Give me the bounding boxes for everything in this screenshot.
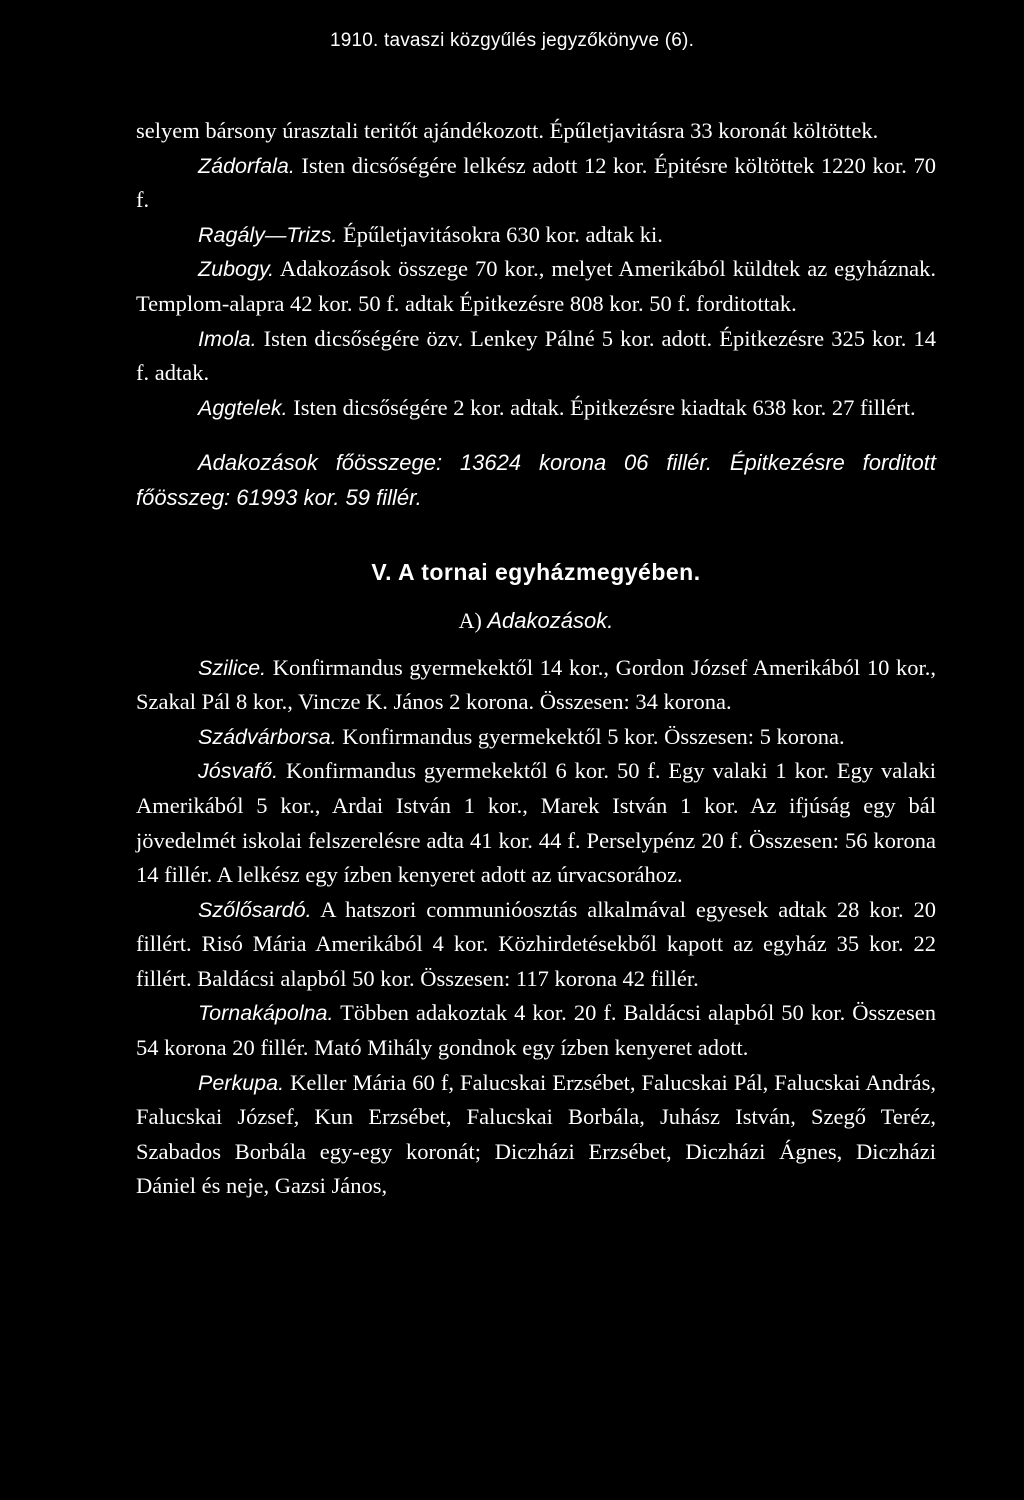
paragraph-zubogy (136, 252, 936, 321)
place-name: Tornakápolna. (198, 1001, 334, 1026)
place-name: Szőlősardó. (198, 897, 312, 922)
entry-text: A hatszori communióosztás alkalmával egyesek adtak 28 kor. 20 fillért. Risó Mária Amerikából 4 kor. Közhirdetésekből kapott az egyház 35 kor. 22 fillért. Baldácsi alapból 50 kor. Összesen: 117 korona 42 fillér. (136, 896, 936, 991)
entry-josvafo (136, 754, 936, 892)
entry-tornakapolna (136, 996, 936, 1065)
entry-perkupa (136, 1066, 936, 1204)
place-name: Aggtelek. (198, 395, 288, 420)
place-name: Imola. (198, 326, 257, 351)
document-body (136, 114, 936, 1204)
page-header: 1910. tavaszi közgyűlés jegyzőkönyve (6). (329, 30, 695, 51)
place-name: Ragály—Trizs. (198, 222, 338, 247)
subsection-heading (136, 604, 936, 639)
entry-text: Konfirmandus gyermekektől 14 kor., Gordon József Amerikából 10 kor., Szakal Pál 8 kor., Vincze K. János 2 korona. Összesen: 34 korona. (136, 654, 936, 715)
paragraph-text: Isten dicsőségére 2 kor. adtak. Épitkezésre kiadtak 638 kor. 27 fillért. (287, 394, 916, 420)
paragraph-text: Isten dicsőségére özv. Lenkey Pálné 5 kor. adott. Épitkezésre 325 kor. 14 f. adtak. (136, 325, 936, 386)
place-name: Zubogy. (198, 257, 275, 282)
donation-summary: Adakozások főösszege: 13624 korona 06 fillér. Épitkezésre forditott főösszeg: 61993 kor. 59 fillér. (136, 450, 936, 511)
place-name: Szilice. (198, 655, 267, 680)
place-name: Szádvárborsa. (198, 724, 337, 749)
place-name: Jósvafő. (198, 759, 279, 784)
subsection-prefix: A) (458, 607, 482, 633)
paragraph-text: Adakozások összege 70 kor., melyet Amerikából küldtek az egyháznak. Templom-alapra 42 kor. 50 f. adtak Épitkezésre 808 kor. 50 f. forditottak. (136, 256, 936, 316)
entry-text: Többen adakoztak 4 kor. 20 f. Baldácsi alapból 50 kor. Összesen 54 korona 20 fillér. Mató Mihály gondnok egy ízben kenyeret adott. (136, 1000, 936, 1061)
entry-szadvarborsa (136, 720, 936, 755)
paragraph-zadorfala (136, 149, 936, 218)
paragraph-continuation: selyem bársony úrasztali teritőt ajándékozott. Épűletjavitásra 33 koronát költöttek. (136, 118, 879, 143)
paragraph-ragaly-trizs (136, 218, 936, 253)
place-name: Zádorfala. (198, 153, 295, 178)
entry-text: Konfirmandus gyermekektől 5 kor. Összesen: 5 korona. (336, 723, 845, 749)
paragraph-text: Épűletjavitásokra 630 kor. adtak ki. (337, 221, 663, 247)
entry-text: Keller Mária 60 f, Falucskai Erzsébet, Falucskai Pál, Falucskai András, Falucskai József, Kun Erzsébet, Falucskai Borbála, Juhász István, Szegő Teréz, Szabados Borbála egy-egy koronát; Diczházi Erzsébet, Diczházi Ágnes, Diczházi Dániel és neje, Gazsi János, (136, 1069, 936, 1199)
paragraph-text: Isten dicsőségére lelkész adott 12 kor. Épitésre költöttek 1220 kor. 70 f. (136, 152, 936, 213)
section-heading: V. A tornai egyházmegyében. (371, 559, 701, 586)
entry-szolosardo (136, 893, 936, 997)
subsection-title: Adakozások. (487, 607, 614, 633)
entry-text: Konfirmandus gyermekektől 6 kor. 50 f. Egy valaki 1 kor. Egy valaki Amerikából 5 kor., Ardai István 1 kor., Marek István 1 kor. Az ifjúság egy bál jövedelmét iskolai felszerelésre adta 41 kor. 44 f. Perselypénz 20 f. Összesen: 56 korona 14 fillér. A lelkész egy ízben kenyeret adott az úrvacsorához. (136, 758, 936, 888)
paragraph-aggtelek (136, 391, 936, 426)
place-name: Perkupa. (198, 1070, 285, 1095)
paragraph-imola (136, 322, 936, 391)
entry-szilice (136, 651, 936, 720)
